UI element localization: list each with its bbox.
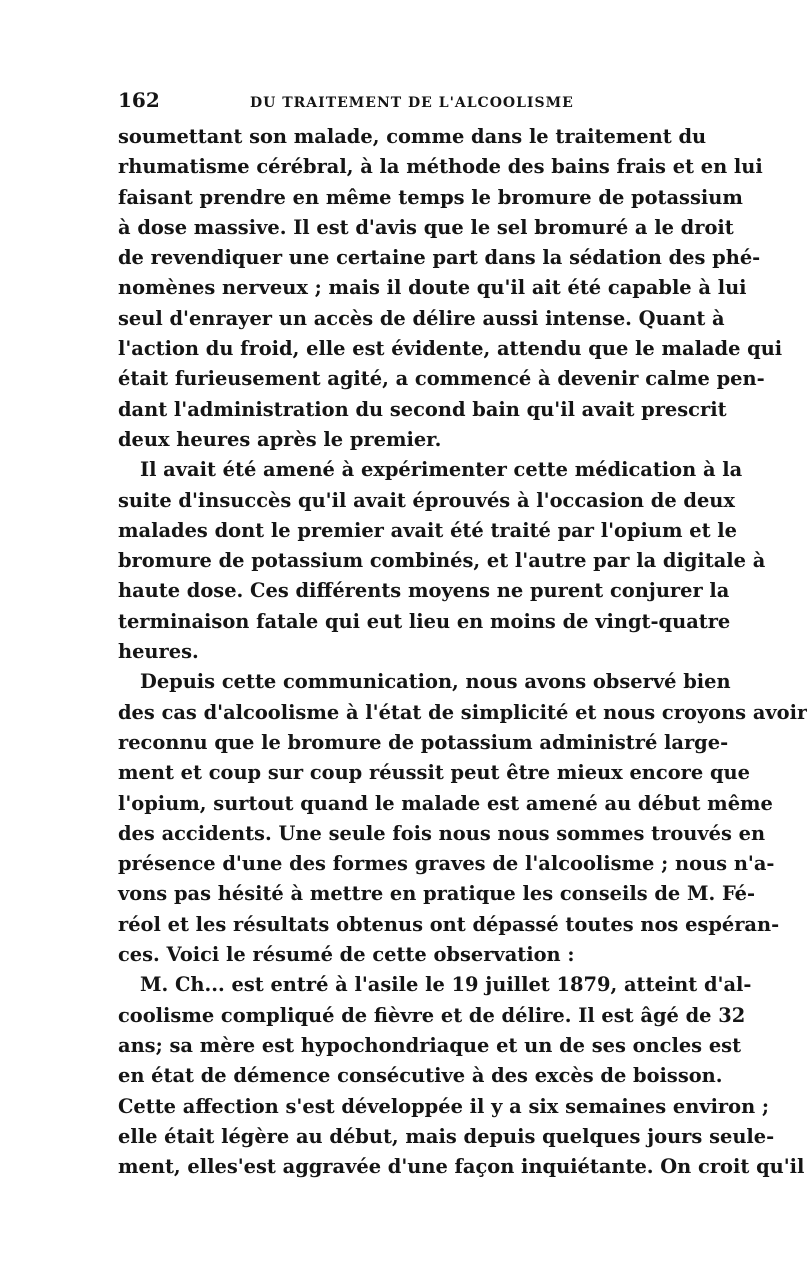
body-text bbox=[118, 122, 807, 1182]
text-line: ces. Voici le résumé de cette observation : bbox=[118, 943, 575, 967]
paragraph-continuation bbox=[118, 122, 783, 455]
text-line: de revendiquer une certaine part dans la sédation des phé- bbox=[118, 246, 761, 270]
text-line: en état de démence consécutive à des excès de boisson. bbox=[118, 1064, 723, 1088]
text-line: seul d'enrayer un accès de délire aussi intense. Quant à bbox=[118, 306, 725, 330]
text-line: haute dose. Ces différents moyens ne purent conjurer la bbox=[118, 579, 730, 603]
text-line: coolisme compliqué de fièvre et de délire. Il est âgé de 32 bbox=[118, 1003, 746, 1027]
page-header bbox=[118, 88, 678, 122]
text-line: l'opium, surtout quand le malade est amené au début même bbox=[118, 791, 773, 815]
page-number: 162 bbox=[118, 88, 160, 112]
text-line: heures. bbox=[118, 640, 199, 664]
running-title: DU TRAITEMENT DE L'ALCOOLISME bbox=[250, 95, 574, 111]
text-line: rhumatisme cérébral, à la méthode des bains frais et en lui bbox=[118, 155, 763, 179]
text-line: Cette affection s'est développée il y a six semaines environ ; bbox=[118, 1094, 770, 1118]
text-line: malades dont le premier avait été traité par l'opium et le bbox=[118, 518, 737, 542]
paragraph-patient-case bbox=[118, 970, 805, 1182]
text-line: vons pas hésité à mettre en pratique les conseils de M. Fé- bbox=[118, 882, 756, 906]
text-line: soumettant son malade, comme dans le traitement du bbox=[118, 125, 707, 148]
text-line: ment, elles'est aggravée d'une façon inquiétante. On croit qu'il bbox=[118, 1155, 805, 1179]
text-line: dant l'administration du second bain qu'il avait prescrit bbox=[118, 397, 727, 421]
paragraph-previous-cases bbox=[118, 455, 766, 667]
text-line: réol et les résultats obtenus ont dépassé toutes nos espéran- bbox=[118, 912, 780, 936]
text-line: l'action du froid, elle est évidente, attendu que le malade qui bbox=[118, 337, 783, 361]
text-line: nomènes nerveux ; mais il doute qu'il ait été capable à lui bbox=[118, 276, 747, 300]
paragraph-communication bbox=[118, 667, 807, 970]
text-line: était furieusement agité, a commencé à devenir calme pen- bbox=[118, 367, 765, 391]
text-line: ment et coup sur coup réussit peut être mieux encore que bbox=[118, 761, 750, 785]
text-line: ans; sa mère est hypochondriaque et un de ses oncles est bbox=[118, 1033, 742, 1057]
text-line: elle était légère au début, mais depuis quelques jours seule- bbox=[118, 1124, 775, 1148]
text-line: des cas d'alcoolisme à l'état de simplicité et nous croyons avoir bbox=[118, 700, 807, 724]
text-line: suite d'insuccès qu'il avait éprouvés à l'occasion de deux bbox=[118, 488, 735, 512]
text-line: reconnu que le bromure de potassium administré large- bbox=[118, 730, 729, 754]
text-line: M. Ch... est entré à l'asile le 19 juillet 1879, atteint d'al- bbox=[140, 973, 752, 997]
text-line: bromure de potassium combinés, et l'autre par la digitale à bbox=[118, 549, 766, 573]
text-line: à dose massive. Il est d'avis que le sel bromuré a le droit bbox=[118, 215, 734, 239]
text-line: faisant prendre en même temps le bromure de potassium bbox=[118, 185, 743, 209]
text-line: deux heures après le premier. bbox=[118, 427, 442, 451]
text-line: des accidents. Une seule fois nous nous sommes trouvés en bbox=[118, 821, 766, 845]
text-line: Depuis cette communication, nous avons observé bien bbox=[140, 670, 731, 694]
text-line: Il avait été amené à expérimenter cette médication à la bbox=[140, 458, 743, 482]
book-page bbox=[118, 88, 807, 1182]
text-line: terminaison fatale qui eut lieu en moins de vingt-quatre bbox=[118, 609, 731, 633]
text-line: présence d'une des formes graves de l'alcoolisme ; nous n'a- bbox=[118, 852, 775, 876]
